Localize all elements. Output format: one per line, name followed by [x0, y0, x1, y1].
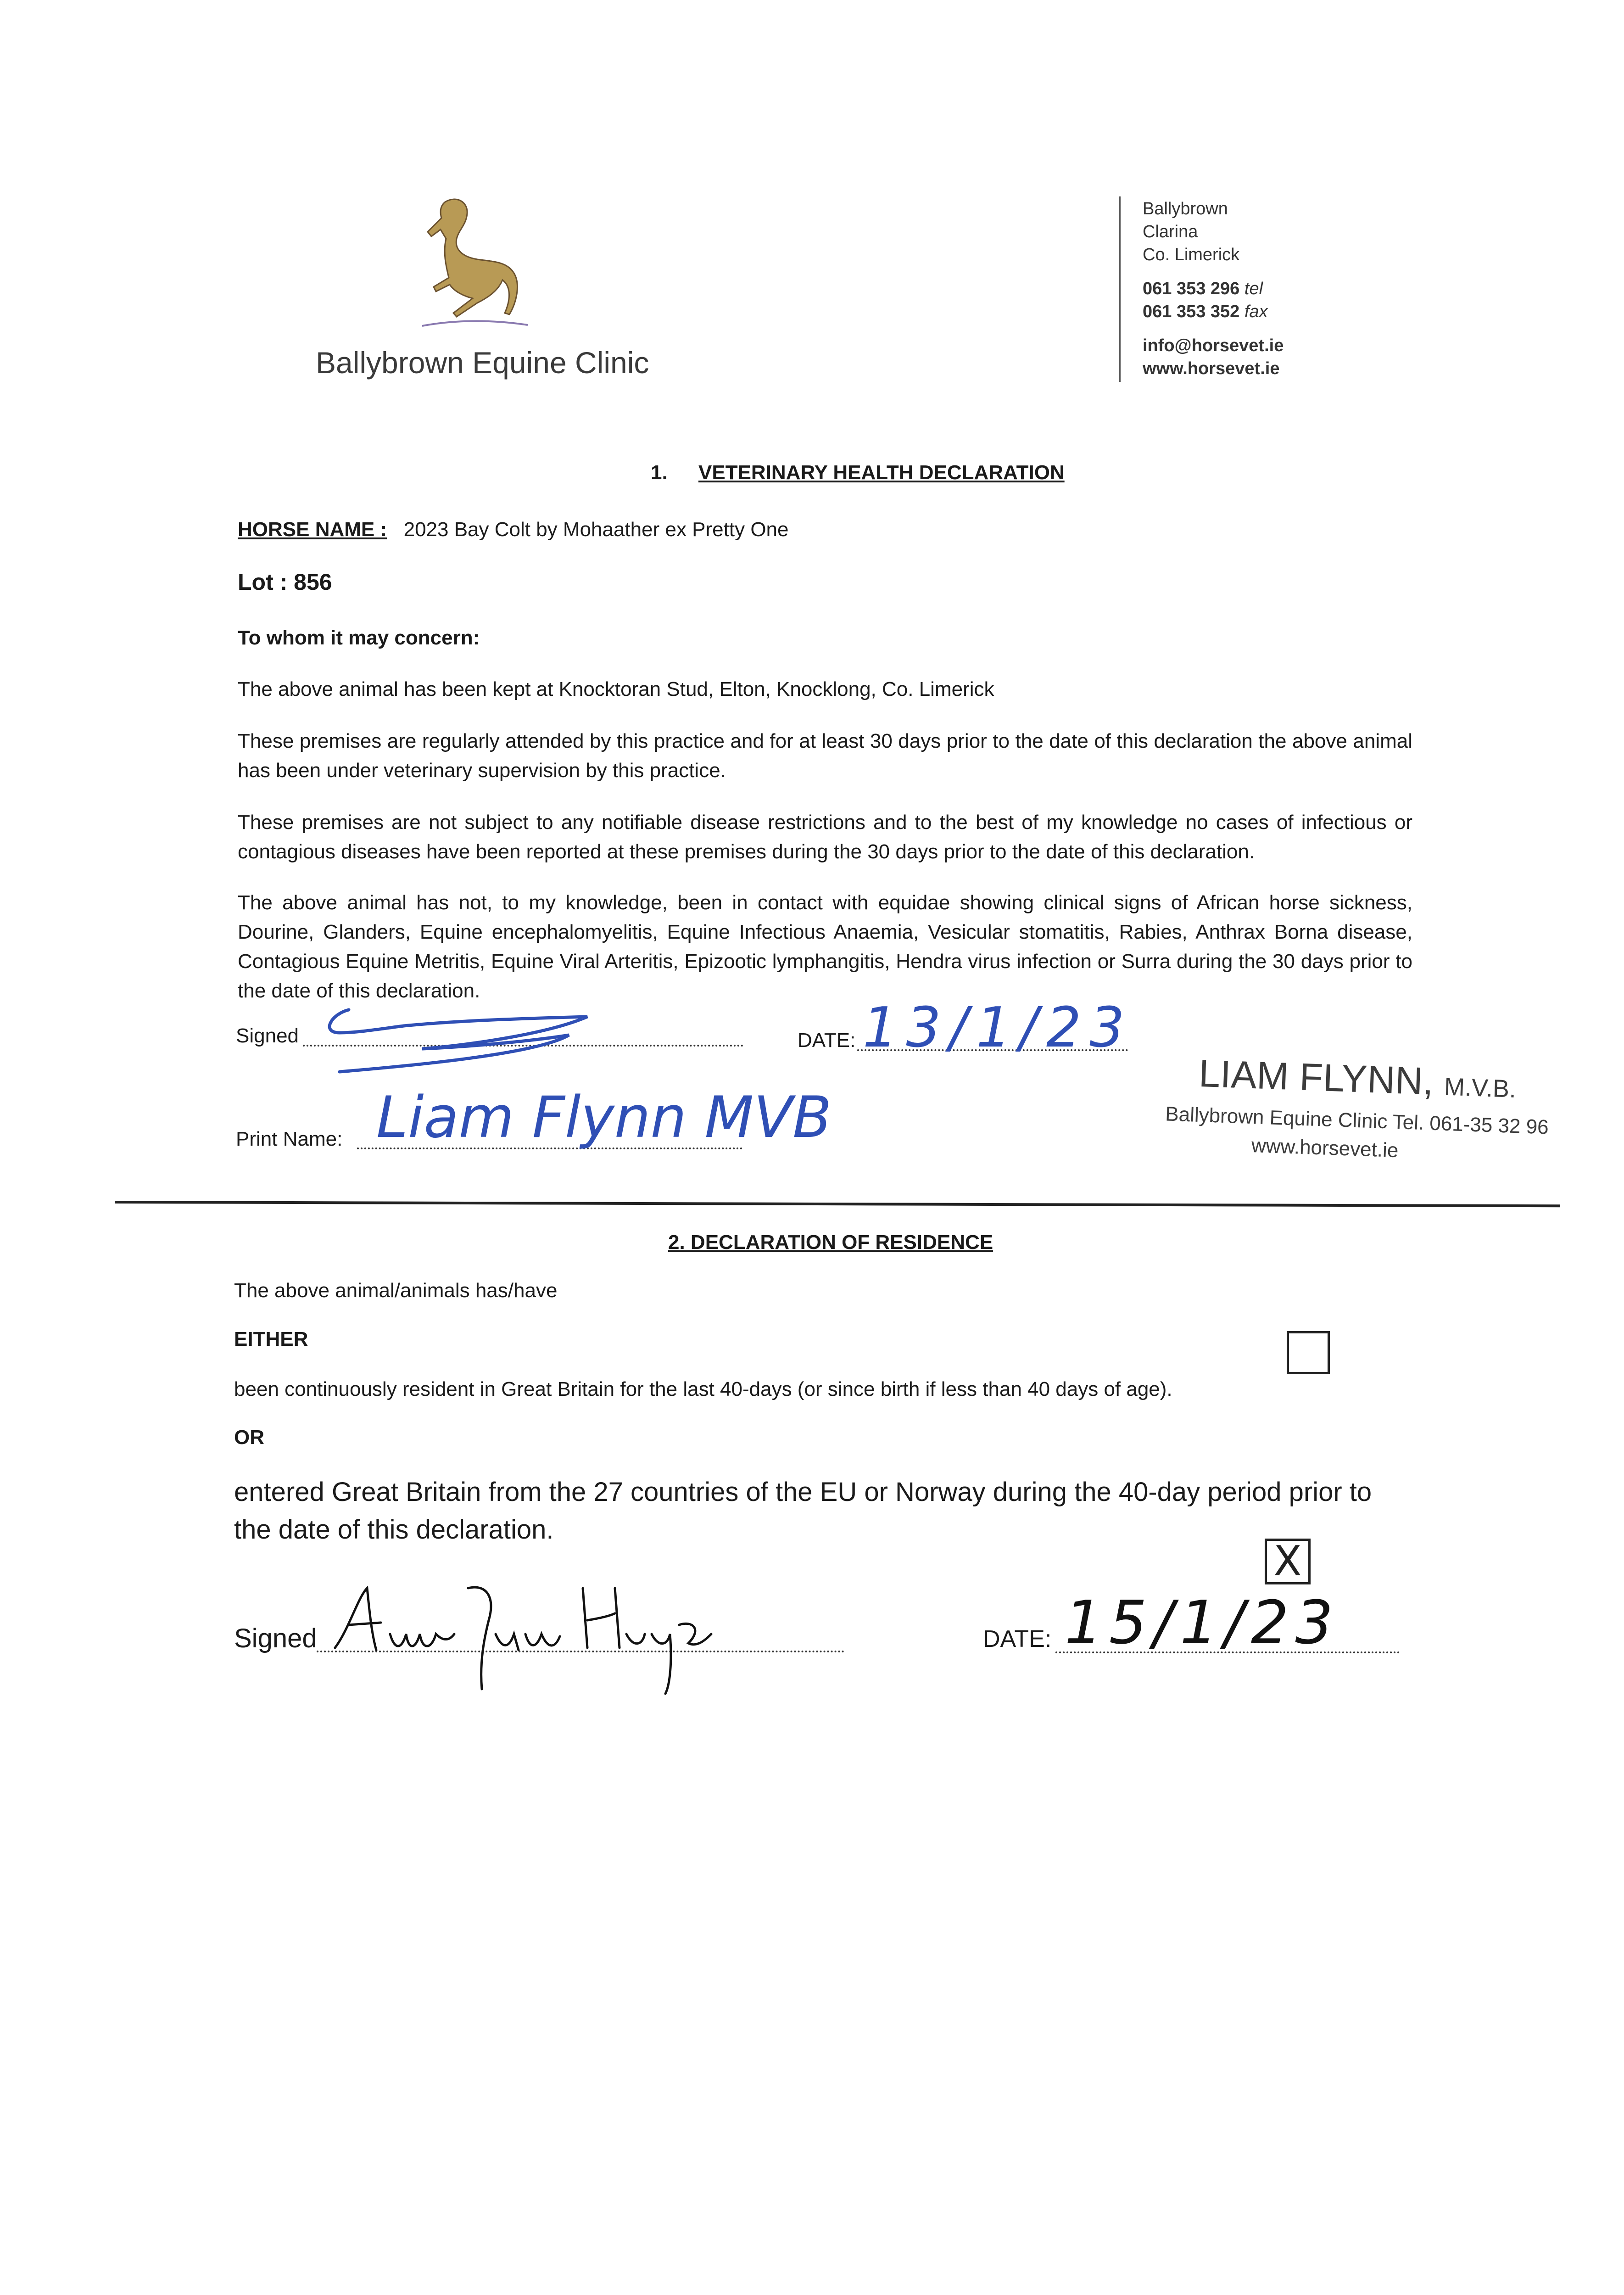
clinic-name: Ballybrown Equine Clinic [316, 346, 649, 380]
horse-name-line [238, 515, 789, 544]
tel-label: tel [1244, 279, 1263, 298]
horse-name-label: HORSE NAME : [238, 518, 387, 541]
clinic-logo-horse [413, 193, 532, 330]
stamp-clinic-tel: Ballybrown Equine Clinic Tel. 061-35 32 96 [1165, 1103, 1549, 1139]
tel-number: 061 353 296 [1143, 279, 1240, 298]
date-label-2: DATE: [983, 1626, 1052, 1652]
paragraph-disease: These premises are not subject to any notifiable disease restrictions and to the best of my knowledge no cases of infectious or contagious diseases have been reported at these premises during the 30 days prior to the date of this declaration. [238, 811, 1412, 863]
date-label: DATE: [798, 1029, 856, 1052]
lot-number: Lot : 856 [238, 569, 332, 595]
vet-date-handwritten: 13/1/23 [863, 996, 1133, 1060]
address-line: Clarina [1143, 222, 1198, 241]
stamp-web: www.horsevet.ie [1251, 1134, 1399, 1162]
section2-intro: The above animal/animals has/have [234, 1279, 558, 1302]
option1-text: been continuously resident in Great Britain for the last 40-days (or since birth if less than 40 days of age). [234, 1378, 1172, 1400]
section-divider [115, 1201, 1560, 1207]
horse-name-value: 2023 Bay Colt by Mohaather ex Pretty One [403, 518, 789, 541]
section2-title: 2. DECLARATION OF RESIDENCE [668, 1231, 993, 1254]
header-divider [1119, 196, 1121, 382]
option2-text: entered Great Britain from the 27 countries of the EU or Norway during the 40-day period prior to the date of this declaration. [234, 1477, 1372, 1545]
print-name-label: Print Name: [236, 1128, 343, 1150]
stamp-name: LIAM FLYNN, [1198, 1051, 1434, 1103]
section1-title: VETERINARY HEALTH DECLARATION [698, 461, 1065, 484]
email-link[interactable]: info@horsevet.ie [1143, 336, 1284, 355]
fax-line [1143, 300, 1284, 323]
paragraph-contact: The above animal has not, to my knowledge, been in contact with equidae showing clinical signs of African horse sickness, Dourine, Glanders, Equine encephalomyelitis, Equine Infectious Anaemia, Vesicular stomatitis, Rabies, Anthrax Borna disease, Contagious Equine Metritis, Equine Viral Arteritis, Epizootic lymphangitis, Hendra virus infection or Surra during the 30 days prior to the date of this declaration. [238, 891, 1412, 1002]
signed-label: Signed [236, 1024, 299, 1047]
fax-number: 061 353 352 [1143, 302, 1240, 321]
vet-signature [312, 1001, 716, 1086]
clinic-contact-block [1143, 197, 1284, 380]
vet-stamp [1164, 1049, 1551, 1170]
address-line: Ballybrown [1143, 199, 1228, 218]
paragraph-supervision: These premises are regularly attended by this practice and for at least 30 days prior to the date of this declaration the above animal has been under veterinary supervision by this practice. [238, 730, 1412, 782]
address-line: Co. Limerick [1143, 245, 1240, 264]
website-link[interactable]: www.horsevet.ie [1143, 359, 1280, 378]
stamp-qualification: M.V.B. [1444, 1073, 1517, 1103]
owner-signature [321, 1570, 762, 1701]
or-label: OR [234, 1426, 264, 1449]
fax-label: fax [1244, 302, 1268, 321]
paragraph-premises: The above animal has been kept at Knocktoran Stud, Elton, Knocklong, Co. Limerick [238, 678, 994, 700]
section1-number: 1. [651, 461, 668, 484]
option2-check-mark: X [1273, 1537, 1302, 1585]
option1-checkbox[interactable] [1287, 1331, 1330, 1374]
tel-line [1143, 277, 1284, 300]
option2-checkbox[interactable] [1265, 1539, 1311, 1584]
salutation: To whom it may concern: [238, 627, 480, 649]
either-label: EITHER [234, 1328, 308, 1350]
print-name-handwritten: Liam Flynn MVB [376, 1085, 832, 1151]
owner-date-handwritten: 15/1/23 [1065, 1588, 1340, 1657]
signed-label-2: Signed [234, 1623, 317, 1653]
